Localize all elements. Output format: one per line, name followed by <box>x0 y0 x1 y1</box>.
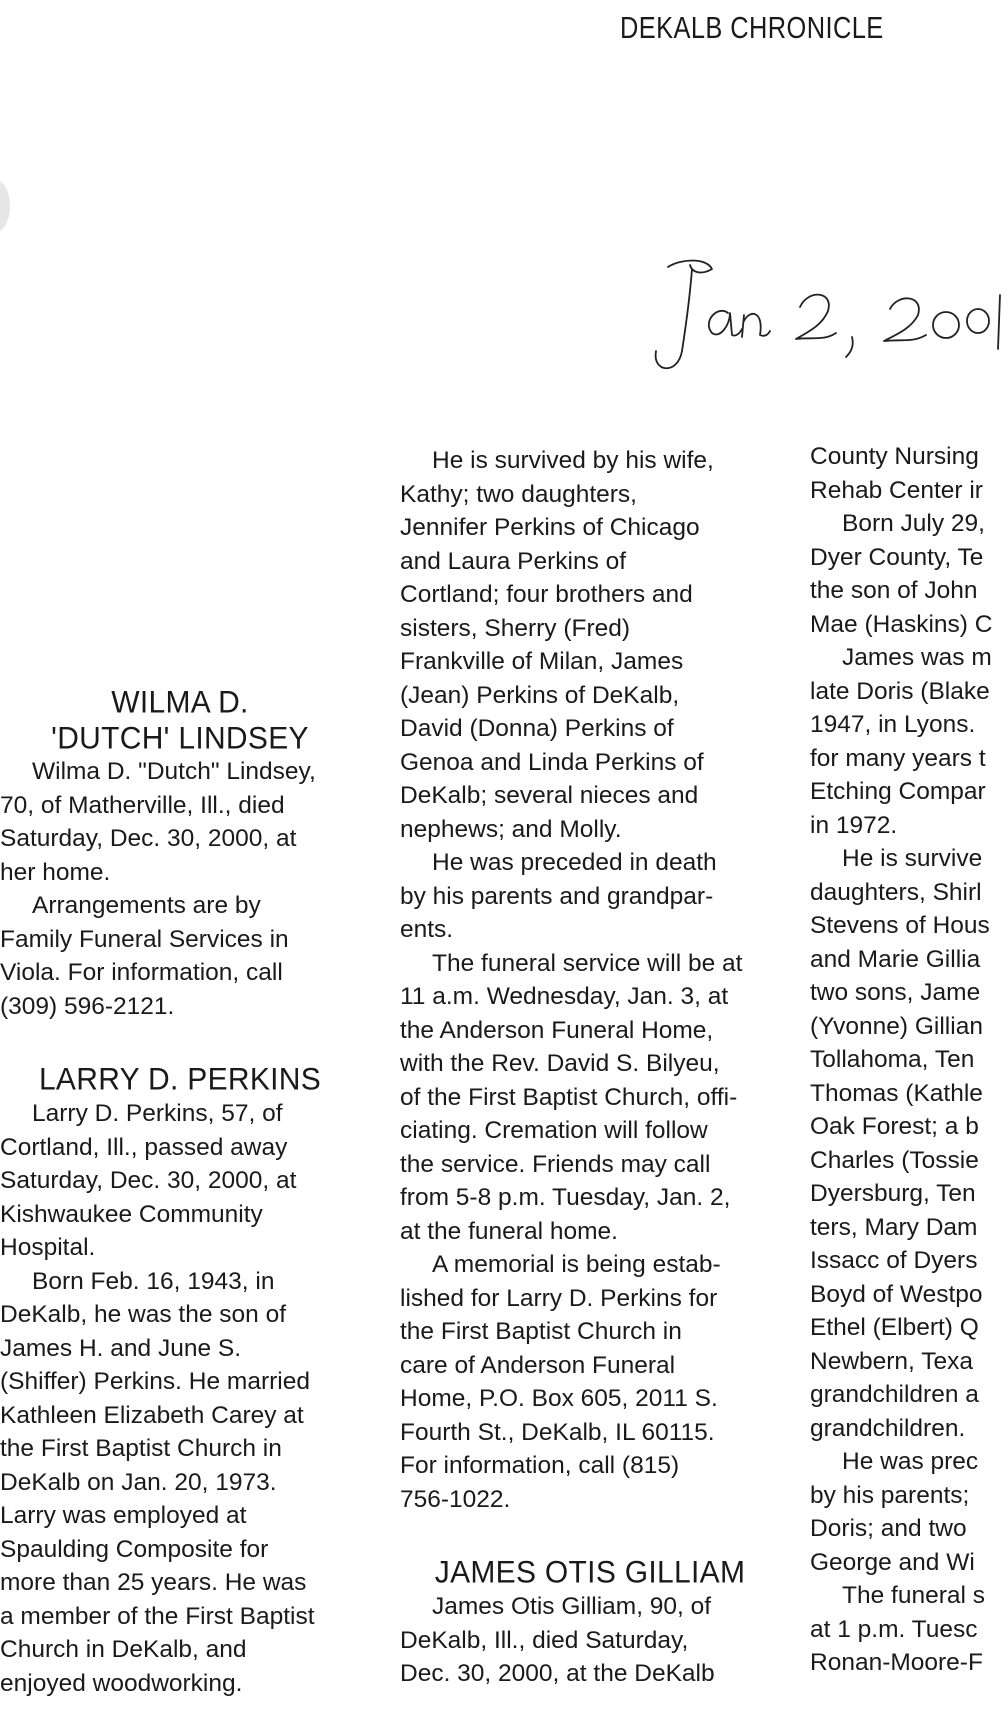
text-line: the First Baptist Church in <box>400 1318 682 1345</box>
text-line: sisters, Sherry (Fred) <box>400 614 631 642</box>
text-line: James Otis Gilliam, 90, of <box>432 1593 712 1620</box>
scan-smudge <box>0 180 10 232</box>
text-line: ents. <box>400 916 454 943</box>
text-line: Kathleen Elizabeth Carey at <box>0 1401 304 1429</box>
text-line: (309) 596-2121. <box>0 992 175 1020</box>
text-line: Charles (Tossie <box>810 1146 979 1174</box>
text-line: Issacc of Dyers <box>810 1247 978 1274</box>
text-line: Wilma D. "Dutch" Lindsey, <box>32 758 316 785</box>
text-line: 11 a.m. Wednesday, Jan. 3, at <box>400 983 729 1010</box>
text-line: DeKalb, he was the son of <box>0 1301 287 1328</box>
text-line: of the First Baptist Church, offi- <box>400 1083 738 1111</box>
obituary-body <box>0 1097 360 1700</box>
text-line: more than 25 years. He was <box>0 1569 307 1596</box>
headline-line: JAMES OTIS GILLIAM <box>434 1555 746 1590</box>
text-line: and Laura Perkins of <box>400 547 627 575</box>
text-line: Doris; and two <box>810 1515 967 1542</box>
text-line: DeKalb on Jan. 20, 1973. <box>0 1468 277 1496</box>
text-line: (Jean) Perkins of DeKalb, <box>400 681 680 709</box>
text-line: grandchildren a <box>810 1381 979 1408</box>
text-line: the son of John <box>810 577 978 604</box>
text-line: care of Anderson Funeral <box>400 1351 676 1379</box>
obituary-body <box>400 1590 780 1691</box>
text-line: James H. and June S. <box>0 1334 242 1362</box>
text-line: DeKalb; several nieces and <box>400 782 699 809</box>
text-line: Cortland; four brothers and <box>400 581 693 608</box>
text-line: (Shiffer) Perkins. He married <box>0 1368 310 1395</box>
text-line: Viola. For information, call <box>0 959 283 986</box>
text-line: the First Baptist Church in <box>0 1435 282 1462</box>
text-line: Born Feb. 16, 1943, in <box>32 1267 275 1295</box>
text-line: Dyer County, Te <box>810 543 984 571</box>
text-line: A memorial is being estab- <box>432 1251 721 1278</box>
text-line: He is survive <box>842 845 983 872</box>
text-line: Tollahoma, Ten <box>810 1046 975 1073</box>
headline-line: LARRY D. PERKINS <box>38 1062 322 1097</box>
text-line: Mae (Haskins) C <box>810 610 993 638</box>
text-line: at the funeral home. <box>400 1217 618 1245</box>
text-line: County Nursing <box>810 443 979 470</box>
text-line: the service. Friends may call <box>400 1150 711 1178</box>
text-line: Saturday, Dec. 30, 2000, at <box>0 1167 297 1194</box>
text-line: Home, P.O. Box 605, 2011 S. <box>400 1385 718 1412</box>
headline-line: 'DUTCH' LINDSEY <box>51 721 309 756</box>
text-line: Oak Forest; a b <box>810 1113 979 1140</box>
text-line: Boyd of Westpo <box>810 1280 983 1308</box>
headline-line: WILMA D. <box>111 685 249 720</box>
text-line: The funeral service will be at <box>432 949 743 977</box>
text-line: Saturday, Dec. 30, 2000, at <box>0 825 297 852</box>
text-line: Dyersburg, Ten <box>810 1180 976 1207</box>
text-line: Hospital. <box>0 1234 96 1261</box>
text-line: He was preceded in death <box>432 849 717 876</box>
column-2 <box>400 444 780 1691</box>
text-line: David (Donna) Perkins of <box>400 715 674 742</box>
text-line: DeKalb, Ill., died Saturday, <box>400 1626 689 1654</box>
text-line: Kathy; two daughters, <box>400 480 637 508</box>
text-line: He was prec <box>842 1448 979 1475</box>
text-line: Fourth St., DeKalb, IL 60115. <box>400 1418 715 1446</box>
text-line: Cortland, Ill., passed away <box>0 1133 288 1161</box>
text-line: in 1972. <box>810 811 898 839</box>
text-line: late Doris (Blake <box>810 677 990 705</box>
obituary-wilma-lindsey <box>0 687 360 1023</box>
obituary-headline <box>0 685 360 756</box>
text-line: 1947, in Lyons. <box>810 711 976 738</box>
text-line: For information, call (815) <box>400 1452 680 1479</box>
text-line: Born July 29, <box>842 510 985 537</box>
column-3 <box>810 440 1008 1680</box>
text-line: from 5-8 p.m. Tuesday, Jan. 2, <box>400 1184 731 1211</box>
text-line: Rehab Center ir <box>810 476 983 504</box>
text-line: nephews; and Molly. <box>400 815 622 843</box>
text-line: daughters, Shirl <box>810 878 982 906</box>
text-line: lished for Larry D. Perkins for <box>400 1284 718 1312</box>
text-line: 70, of Matherville, Ill., died <box>0 791 285 819</box>
text-line: He is survived by his wife, <box>432 447 714 474</box>
text-line: Family Funeral Services in <box>0 925 289 953</box>
text-line: a member of the First Baptist <box>0 1602 315 1630</box>
text-line: Thomas (Kathle <box>810 1079 983 1107</box>
text-line: Ethel (Elbert) Q <box>810 1314 979 1341</box>
text-line: Spaulding Composite for <box>0 1535 269 1563</box>
text-line: Ronan-Moore-F <box>810 1649 983 1676</box>
text-line: two sons, Jame <box>810 979 981 1006</box>
text-line: at 1 p.m. Tuesc <box>810 1615 978 1643</box>
obituary-body <box>0 755 360 1023</box>
obituary-body-continued <box>400 444 780 1516</box>
text-line: Larry was employed at <box>0 1502 247 1529</box>
text-line: her home. <box>0 858 111 886</box>
text-line: ciating. Cremation will follow <box>400 1117 708 1144</box>
text-line: Dec. 30, 2000, at the DeKalb <box>400 1660 715 1687</box>
text-line: Etching Compar <box>810 778 986 805</box>
text-line: the Anderson Funeral Home, <box>400 1016 714 1044</box>
text-line: 756-1022. <box>400 1485 511 1513</box>
text-line: James was m <box>842 644 992 671</box>
text-line: The funeral s <box>842 1582 985 1609</box>
text-line: (Yvonne) Gillian <box>810 1012 983 1040</box>
obituary-james-gilliam <box>400 1556 780 1691</box>
text-line: Arrangements are by <box>32 892 261 919</box>
text-line: Stevens of Hous <box>810 912 990 939</box>
text-line: for many years t <box>810 744 986 772</box>
masthead: DEKALB CHRONICLE <box>620 10 884 45</box>
text-line: by his parents and grandpar- <box>400 882 714 910</box>
text-line: by his parents; <box>810 1481 970 1509</box>
text-line: Larry D. Perkins, 57, of <box>32 1100 283 1127</box>
text-line: Kishwaukee Community <box>0 1200 263 1228</box>
text-line: Newbern, Texa <box>810 1347 973 1375</box>
text-line: Jennifer Perkins of Chicago <box>400 514 700 541</box>
handwritten-date <box>640 255 1008 385</box>
text-line: Genoa and Linda Perkins of <box>400 748 704 776</box>
text-line: ters, Mary Dam <box>810 1213 978 1241</box>
text-line: and Marie Gillia <box>810 945 981 973</box>
text-line: with the Rev. David S. Bilyeu, <box>400 1050 720 1077</box>
column-1 <box>0 687 360 1700</box>
obituary-body-continued <box>810 440 1008 1680</box>
obituary-larry-perkins <box>0 1063 360 1700</box>
text-line: grandchildren. <box>810 1414 966 1442</box>
text-line: Frankville of Milan, James <box>400 648 684 675</box>
obituary-headline <box>400 1555 780 1591</box>
text-line: enjoyed woodworking. <box>0 1669 243 1697</box>
obituary-headline <box>0 1062 360 1098</box>
text-line: Church in DeKalb, and <box>0 1636 247 1663</box>
text-line: George and Wi <box>810 1548 975 1576</box>
